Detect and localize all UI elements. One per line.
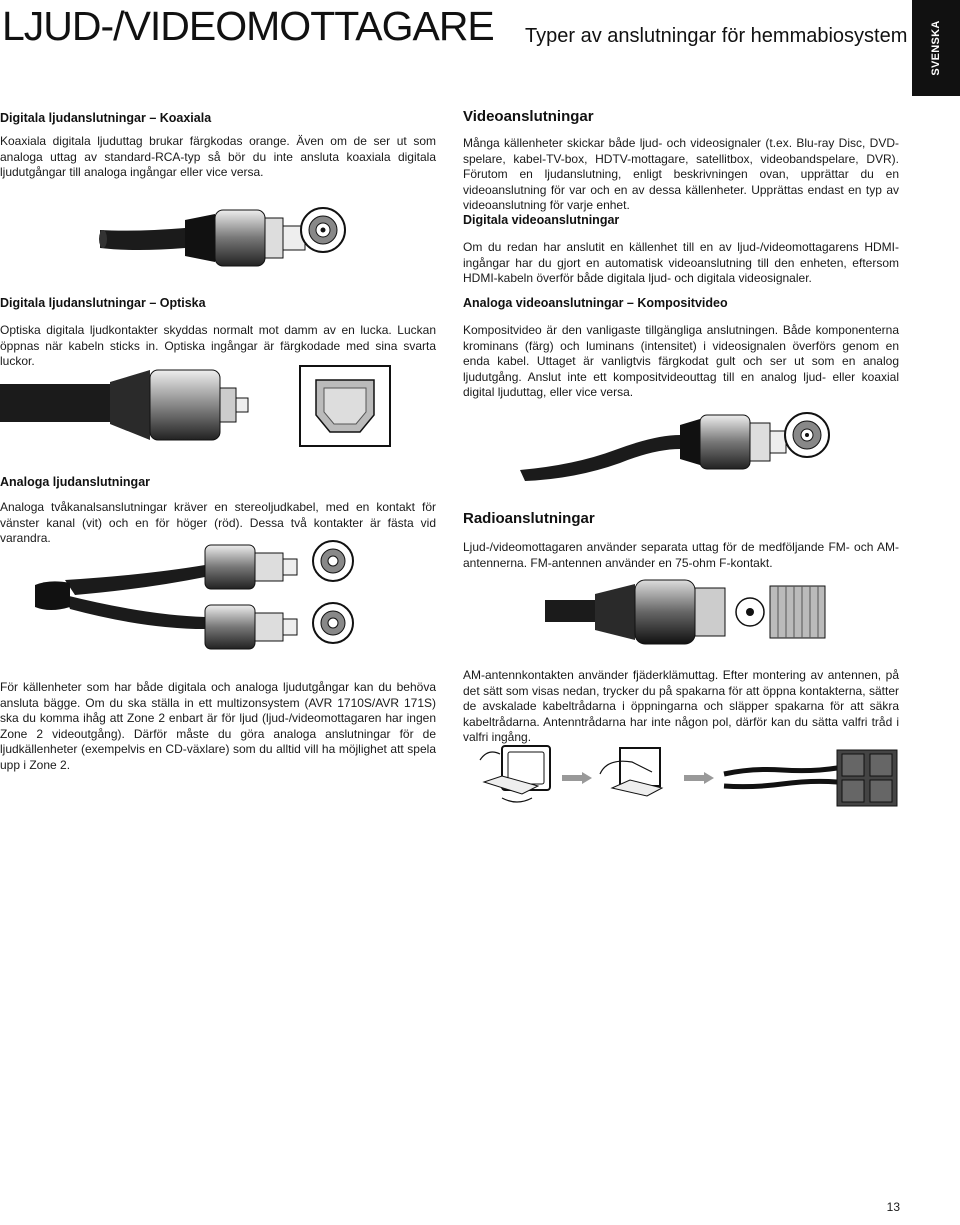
digital-video-body: Om du redan har anslutit en källenhet till en av ljud-/videomottagarens HDMI-ingångar har du gjort en automatisk videoanslutning till den enheten, eftersom HDMI-kabeln överför både digitala ljud- och digitala videosignaler. — [463, 240, 899, 285]
coaxial-cable-illustration — [95, 190, 350, 270]
composite-body: Kompositvideo är den vanligaste tillgängliga anslutningen. Både komponenterna krominans (färg) och luminans (intensitet) i videosignalen överförs genom en enda kabel. Uttaget är vanligtvis färgkodat gult och ser ut som en analog ljudutgång. Anslut inte ett kompositvideouttag till en analog ljud- eller koaxial digital ljuduttag, eller vice versa. — [463, 323, 899, 399]
coaxial-body: Koaxiala digitala ljuduttag brukar färgkodas orange. Även om de ser ut som analoga uttag av standard-RCA-typ så bör du inte ansluta koaxiala digitala ljudutgångar till analoga ingångar eller vice versa. — [0, 134, 436, 179]
sources-note-section — [0, 680, 436, 773]
coaxial-heading: Digitala ljudanslutningar – Koaxiala — [0, 111, 212, 125]
composite-video-cable-illustration — [515, 395, 845, 485]
am-antenna-section — [463, 668, 899, 746]
page-subtitle: Typer av anslutningar för hemmabiosystem — [525, 25, 908, 47]
page-title: LJUD-/VIDEOMOTTAGARE — [2, 3, 494, 49]
fm-antenna-connector-illustration — [545, 572, 835, 652]
composite-section — [463, 295, 899, 401]
radio-section — [463, 510, 899, 571]
am-antenna-body: AM-antennkontakten använder fjäderklämuttag. Efter montering av antennen, på det sätt som visas nedan, trycker du på spakarna för att öppna kontakterna, sätter de avskalade kabeltrådarna i öppningarna och släpper spakarna för att säkra kabeltrådarna. Antenntrådarna har inte någon pol, därför kan du sätta valfri tråd i valfri ingång. — [463, 668, 899, 744]
optical-cable-illustration — [0, 360, 440, 450]
radio-heading: Radioanslutningar — [463, 510, 595, 527]
video-section — [463, 108, 899, 214]
video-body: Många källenheter skickar både ljud- och videosignaler (t.ex. Blu-ray Disc, DVD-spelare, kabel-TV-box, HDTV-mottagare, satellitbox, videobandspelare, DVR). Förutom en ljudanslutning, enligt beskrivningen ovan, upprättar du en videoanslutning för var och en av dessa källenheter. Upprättas endast en typ av videoanslutning för varje enhet. — [463, 136, 899, 212]
analog-audio-cable-illustration — [25, 535, 365, 650]
digital-video-section — [463, 212, 899, 287]
optical-heading: Digitala ljudanslutningar – Optiska — [0, 296, 206, 310]
composite-heading: Analoga videoanslutningar – Kompositvideo — [463, 296, 728, 310]
optical-section — [0, 295, 436, 370]
video-heading: Videoanslutningar — [463, 108, 594, 125]
digital-video-heading: Digitala videoanslutningar — [463, 213, 620, 227]
analog-audio-heading: Analoga ljudanslutningar — [0, 475, 151, 489]
optical-body: Optiska digitala ljudkontakter skyddas normalt mot damm av en lucka. Luckan öppnas när kabeln sticks in. Optiska ingångar är färgkodade med sina svarta luckor. — [0, 323, 436, 368]
analog-audio-body: Analoga tvåkanalsanslutningar kräver en stereoljudkabel, med en kontakt för vänster kanal (vit) och en för höger (röd). Dessa två kontakter är fästa vid varandra. — [0, 500, 436, 545]
coaxial-section — [0, 110, 436, 181]
sources-note-body: För källenheter som har både digitala och analoga ljudutgångar kan du behöva ansluta bägge. Om du ska ställa in ett multizonsystem (AVR 1710S/AVR 171S) ska du komma ihåg att Zone 2 enbart är för ljud (ljud-/videomottagaren har ingen Zone 2 videoutgång). Därför måste du göra analoga anslutningar för de ljudkällenheter (exempelvis en CD-växlare) som du alltid vill ha möjlighet att spela upp i Zone 2. — [0, 680, 436, 772]
radio-body: Ljud-/videomottagaren använder separata uttag för de medföljande FM- och AM-antennerna. FM-antennen använder en 75-ohm F-kontakt. — [463, 540, 899, 570]
language-tab-label: SVENSKA — [930, 20, 942, 76]
language-tab — [912, 0, 960, 96]
page-number: 13 — [886, 1200, 900, 1214]
am-antenna-assembly-illustration — [462, 738, 902, 818]
